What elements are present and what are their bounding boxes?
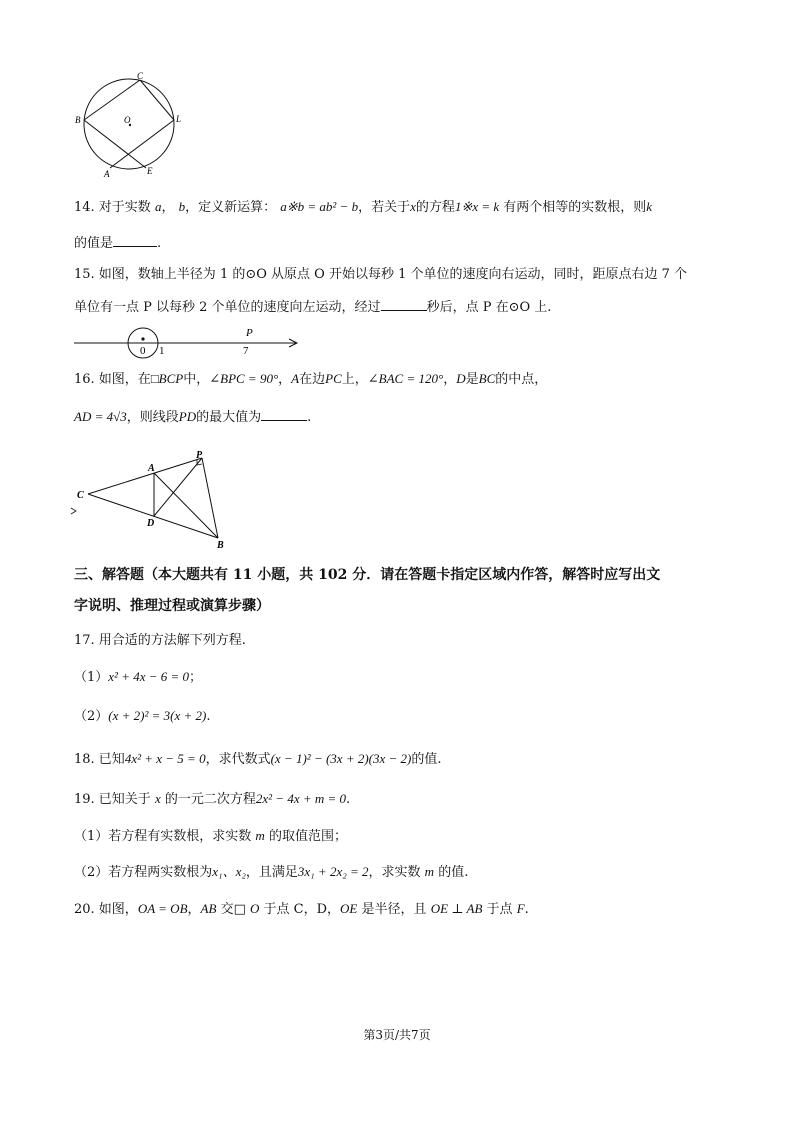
circle-label-o: O [124,115,131,125]
circle-label-b: B [75,115,81,125]
q19-part1: （1）若方程有实数根，求实数 m 的取值范围； [74,828,347,844]
q17-part2: （2）(x + 2)² = 3(x + 2). [74,708,211,724]
triangle-label-p: P [196,450,203,461]
q18-line: 18. 已知4x² + x − 5 = 0，求代数式(x − 1)² − (3x + 2)(3x − 2)的值. [74,751,442,767]
section3-heading-line2: 字说明、推理过程或演算步骤） [74,598,270,614]
page-footer: 第3页/共7页 [363,1028,431,1042]
circle-label-a: A [104,169,110,179]
numberline-one: 1 [159,345,165,357]
q19-eq: 2x² − 4x + m = 0 [255,791,347,806]
triangle-label-a: A [148,463,155,474]
q17-eq1: x² + 4x − 6 = 0 [108,669,190,684]
q14-op-def: a※b = ab² − b [280,199,359,214]
q19-cond: 3x₁ + 2x₂ = 2 [297,864,369,879]
numberline-p: P [246,327,253,339]
answer-blank [381,298,427,311]
q18-eq: 4x² + x − 5 = 0 [124,751,206,766]
q18-expr: (x − 1)² − (3x + 2)(3x − 2) [270,751,412,766]
q17-part1: （1）x² + 4x − 6 = 0； [74,669,203,685]
q15-line2: 单位有一点 P 以每秒 2 个单位的速度向左运动，经过 秒后，点 P 在⊙O 上. [74,300,552,315]
numberline-figure [72,322,304,360]
q16-angle-bpc: ∠BPC = 90° [209,371,279,386]
numberline-zero: 0 [140,345,146,357]
q16-line2: AD = 4√3，则线段PD的最大值为 . [74,409,312,425]
q16-line1: 16. 如图，在□BCP中，∠BPC = 90°，A在边PC上，∠BAC = 120°，D是BC的中点， [74,371,548,387]
q15-line1: 15. 如图，数轴上半径为 1 的⊙O 从原点 O 开始以每秒 1 个单位的速度向右运动，同时，距原点右边 7 个 [74,267,688,282]
q19-line: 19. 已知关于 x 的一元二次方程2x² − 4x + m = 0. [74,791,351,807]
triangle-label-c: C [77,490,84,501]
q14-equation: 1※x = k [454,199,500,214]
triangle-label-d: D [147,518,155,529]
answer-blank [113,234,157,247]
circle-label-l: L [176,114,182,124]
triangle-figure [66,448,236,552]
answer-blank [261,408,307,421]
circle-label-e: E [147,166,153,176]
q20-line: 20. 如图，OA = OB，AB 交□ O 于点 C，D，OE 是半径，且 OE ⊥ AB 于点 F. [74,901,529,917]
q14-line2: 的值是 . [74,236,162,251]
q17-eq2: (x + 2)² = 3(x + 2) [108,708,207,723]
circle-figure [72,70,192,180]
circle-label-c: C [137,71,144,81]
section3-heading-line1: 三、解答题（本大题共有 11 小题，共 102 分．请在答题卡指定区域内作答，解答时应写出文 [74,567,661,583]
q17-title: 17. 用合适的方法解下列方程. [74,633,246,648]
q14-line1: 14. 对于实数 a， b，定义新运算： a※b = ab² − b，若关于x的方程1※x = k 有两个相等的实数根，则k [74,199,653,215]
q19-part2: （2）若方程两实数根为x₁、x₂，且满足3x₁ + 2x₂ = 2，求实数 m 的值. [74,864,469,880]
numberline-seven: 7 [243,345,249,357]
q16-ad-eq: AD = 4√3 [74,409,127,424]
triangle-label-b: B [217,540,224,551]
q16-angle-bac: ∠BAC = 120° [367,371,444,386]
